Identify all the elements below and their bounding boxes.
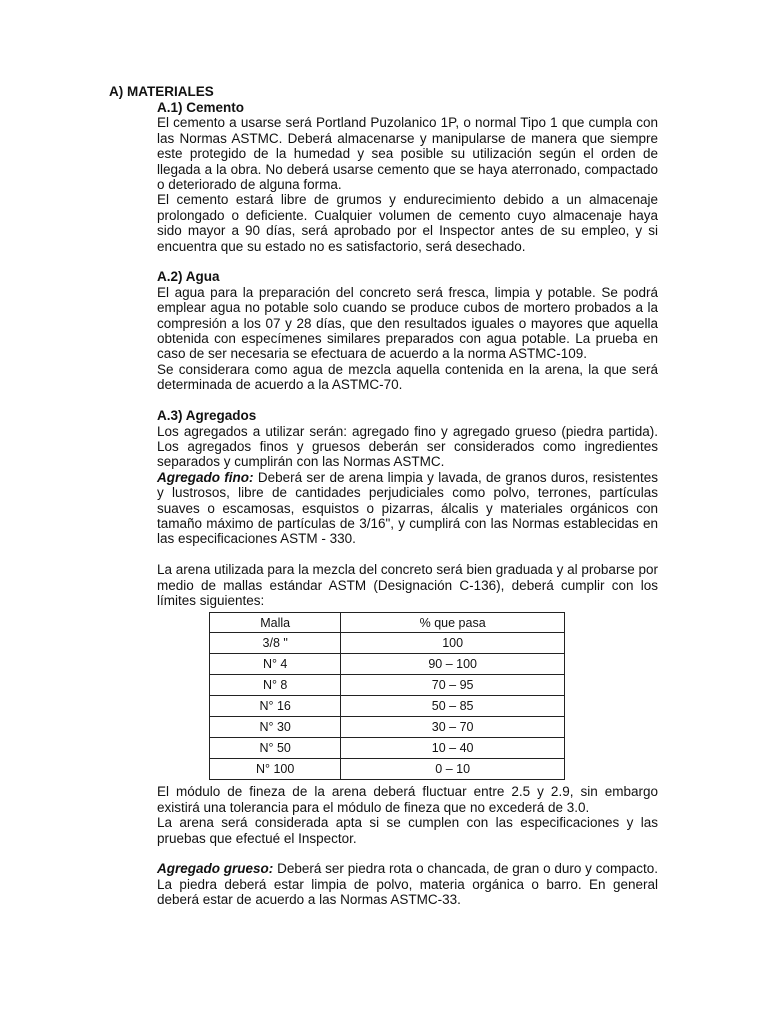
section-content xyxy=(157,100,658,908)
table-header-pasa: % que pasa xyxy=(341,613,565,633)
agregado-grueso-paragraph xyxy=(157,861,658,907)
agua-paragraph-1: El agua para la preparación del concreto será fresca, limpia y potable. Se podrá emplear agua no potable solo cuando se produce cubos de mortero probados a la compresión a los 07 y 28 días, que den resultados iguales o mayores que aquella obtenida con especímenes similares preparados con agua potable. La prueba en caso de ser necesaria se efectuara de acuerdo a la norma ASTMC-109. xyxy=(157,284,658,362)
cemento-paragraph-2: El cemento estará libre de grumos y endurecimiento debido a un almacenaje prolongado o deficiente. Cualquier volumen de cemento cuyo almacenaje haya sido mayor a 90 días, será aprobado por el Inspector antes de su empleo, y si encuentra que su estado no es satisfactorio, será desechado. xyxy=(157,192,658,254)
agregado-fino-paragraph xyxy=(157,470,658,547)
table-cell-pasa: 50 – 85 xyxy=(341,696,565,717)
table-row xyxy=(210,717,565,738)
agregados-paragraph-1: Los agregados a utilizar serán: agregado fino y agregado grueso (piedra partida). Los agregados finos y gruesos deberán ser considerados como ingredientes separados y cumplirán con las Normas ASTMC. xyxy=(157,423,658,470)
modulo-fineza-paragraph: El módulo de fineza de la arena deberá fluctuar entre 2.5 y 2.9, sin embargo existirá una tolerancia para el módulo de fineza que no excederá de 3.0. xyxy=(157,784,658,815)
table-row xyxy=(210,633,565,654)
table-row xyxy=(210,759,565,780)
arena-apta-paragraph: La arena será considerada apta si se cumplen con las especificaciones y las pruebas que efectué el Inspector. xyxy=(157,815,658,846)
table-cell-pasa: 30 – 70 xyxy=(341,717,565,738)
table-cell-pasa: 0 – 10 xyxy=(341,759,565,780)
table-row xyxy=(210,675,565,696)
arena-intro-paragraph: La arena utilizada para la mezcla del concreto será bien graduada y al probarse por medio de mallas estándar ASTM (Designación C-136), deberá cumplir con los límites siguientes: xyxy=(157,562,658,608)
section-title: A) MATERIALES xyxy=(109,84,214,99)
cemento-paragraph-1: El cemento a usarse será Portland Puzolanico 1P, o normal Tipo 1 que cumpla con las Normas ASTMC. Deberá almacenarse y manipularse de manera que siempre este protegido de la humedad y sea posible su utilización según el orden de llegada a la obra. No deberá usarse cemento que se haya aterronado, compactado o deteriorado de alguna forma. xyxy=(157,115,658,193)
table-cell-pasa: 70 – 95 xyxy=(341,675,565,696)
agregado-fino-text: Deberá ser de arena limpia y lavada, de granos duros, resistentes y lustrosos, libre de cantidades perjudiciales como polvo, terrones, partículas suaves o escamosas, esquistos o pizarras, álcalis y materiales orgánicos con tamaño máximo de partículas de 3/16", y cumplirá con las Normas establecidas en las especificaciones ASTM - 330. xyxy=(157,469,659,547)
table-cell-malla: N° 8 xyxy=(210,675,341,696)
table-cell-malla: 3/8 " xyxy=(210,633,341,654)
agregado-fino-label: Agregado fino: xyxy=(157,469,254,485)
table-cell-pasa: 10 – 40 xyxy=(341,738,565,759)
table-header-malla: Malla xyxy=(210,613,341,633)
table-row xyxy=(210,738,565,759)
table-cell-malla: N° 30 xyxy=(210,717,341,738)
agregados-heading: A.3) Agregados xyxy=(157,408,257,424)
agregado-grueso-text: Deberá ser piedra rota o chancada, de gran o duro y compacto. La piedra deberá estar limpia de polvo, materia orgánica o barro. En general deberá estar de acuerdo a las Normas ASTMC-33. xyxy=(157,861,659,908)
table-cell-pasa: 90 – 100 xyxy=(341,654,565,675)
table-header-row xyxy=(210,613,565,633)
table-row xyxy=(210,654,565,675)
table-cell-pasa: 100 xyxy=(341,633,565,654)
sieve-table xyxy=(209,612,565,780)
agregado-grueso-label: Agregado grueso: xyxy=(157,861,274,877)
table-row xyxy=(210,696,565,717)
agua-heading: A.2) Agua xyxy=(157,269,220,285)
table-cell-malla: N° 4 xyxy=(210,654,341,675)
agua-paragraph-2: Se considerara como agua de mezcla aquella contenida en la arena, la que será determinada de acuerdo a la ASTMC-70. xyxy=(157,361,658,393)
table-cell-malla: N° 100 xyxy=(210,759,341,780)
cemento-heading: A.1) Cemento xyxy=(157,100,245,115)
table-cell-malla: N° 50 xyxy=(210,738,341,759)
table-cell-malla: N° 16 xyxy=(210,696,341,717)
